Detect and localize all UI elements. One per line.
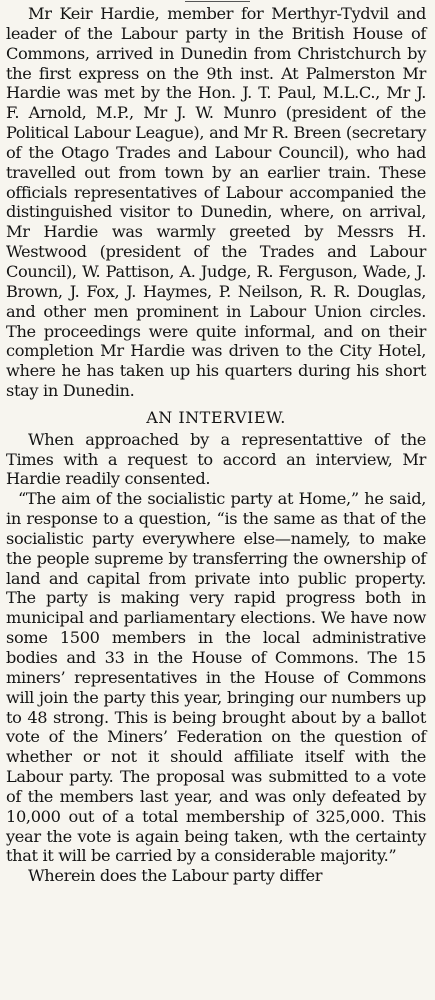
column-rule: [185, 1, 250, 2]
arrival-paragraph: Mr Keir Hardie, member for Merthyr-Tydvil and leader of the Labour party in the British House of Commons, arrived in Dunedin from Christchurch by the first express on the 9th inst. At Palmerston Mr Hardie was met by the Hon. J. T. Paul, M.L.C., Mr J. F. Arnold, M.P., Mr J. W. Munro (president of the Political Labour League), and Mr R. Breen (secretary of the Otago Trades and Labour Council), who had travelled out from town by an earlier train. These officials representatives of Labour accompanied the distinguished visitor to Dunedin, where, on arrival, Mr Hardie was warmly greeted by Messrs H. Westwood (president of the Trades and Labour Council), W. Pattison, A. Judge, R. Ferguson, Wade, J. Brown, J. Fox, J. Haymes, P. Neilson, R. R. Douglas, and other men prominent in Labour Union circles. The proceedings were quite informal, and on their completion Mr Hardie was driven to the City Hotel, where he has taken up his quarters during his short stay in Dunedin.: [6, 4, 426, 401]
section-heading: AN INTERVIEW.: [146, 407, 286, 427]
interview-intro-paragraph: When approached by a representattive of the Times with a request to accord an interview, Mr Hardie readily consented.: [6, 429, 426, 489]
quote-paragraph: “The aim of the socialistic party at Home,” he said, in response to a question, “is the same as that of the socialistic party everywhere else—namely, to make the people supreme by transferring the ownership of land and capital from private into public property. The party is making very rapid progress both in municipal and parliamentary elections. We have now some 1500 members in the local administrative bodies and 33 in the House of Commons. The 15 miners’ representatives in the House of Commons will join the party this year, bringing our numbers up to 48 strong. This is being brought about by a ballot vote of the Miners’ Federation on the question of whether or not it should affiliate itself with the Labour party. The proposal was submitted to a vote of the members last year, and was only defeated by 10,000 out of a total membership of 325,000. This year the vote is again being taken, wth the certainty that it will be carried by a considerable majority.”: [6, 489, 426, 866]
question-paragraph: Wherein does the Labour party differ: [28, 866, 323, 886]
article-body: [6, 4, 426, 886]
